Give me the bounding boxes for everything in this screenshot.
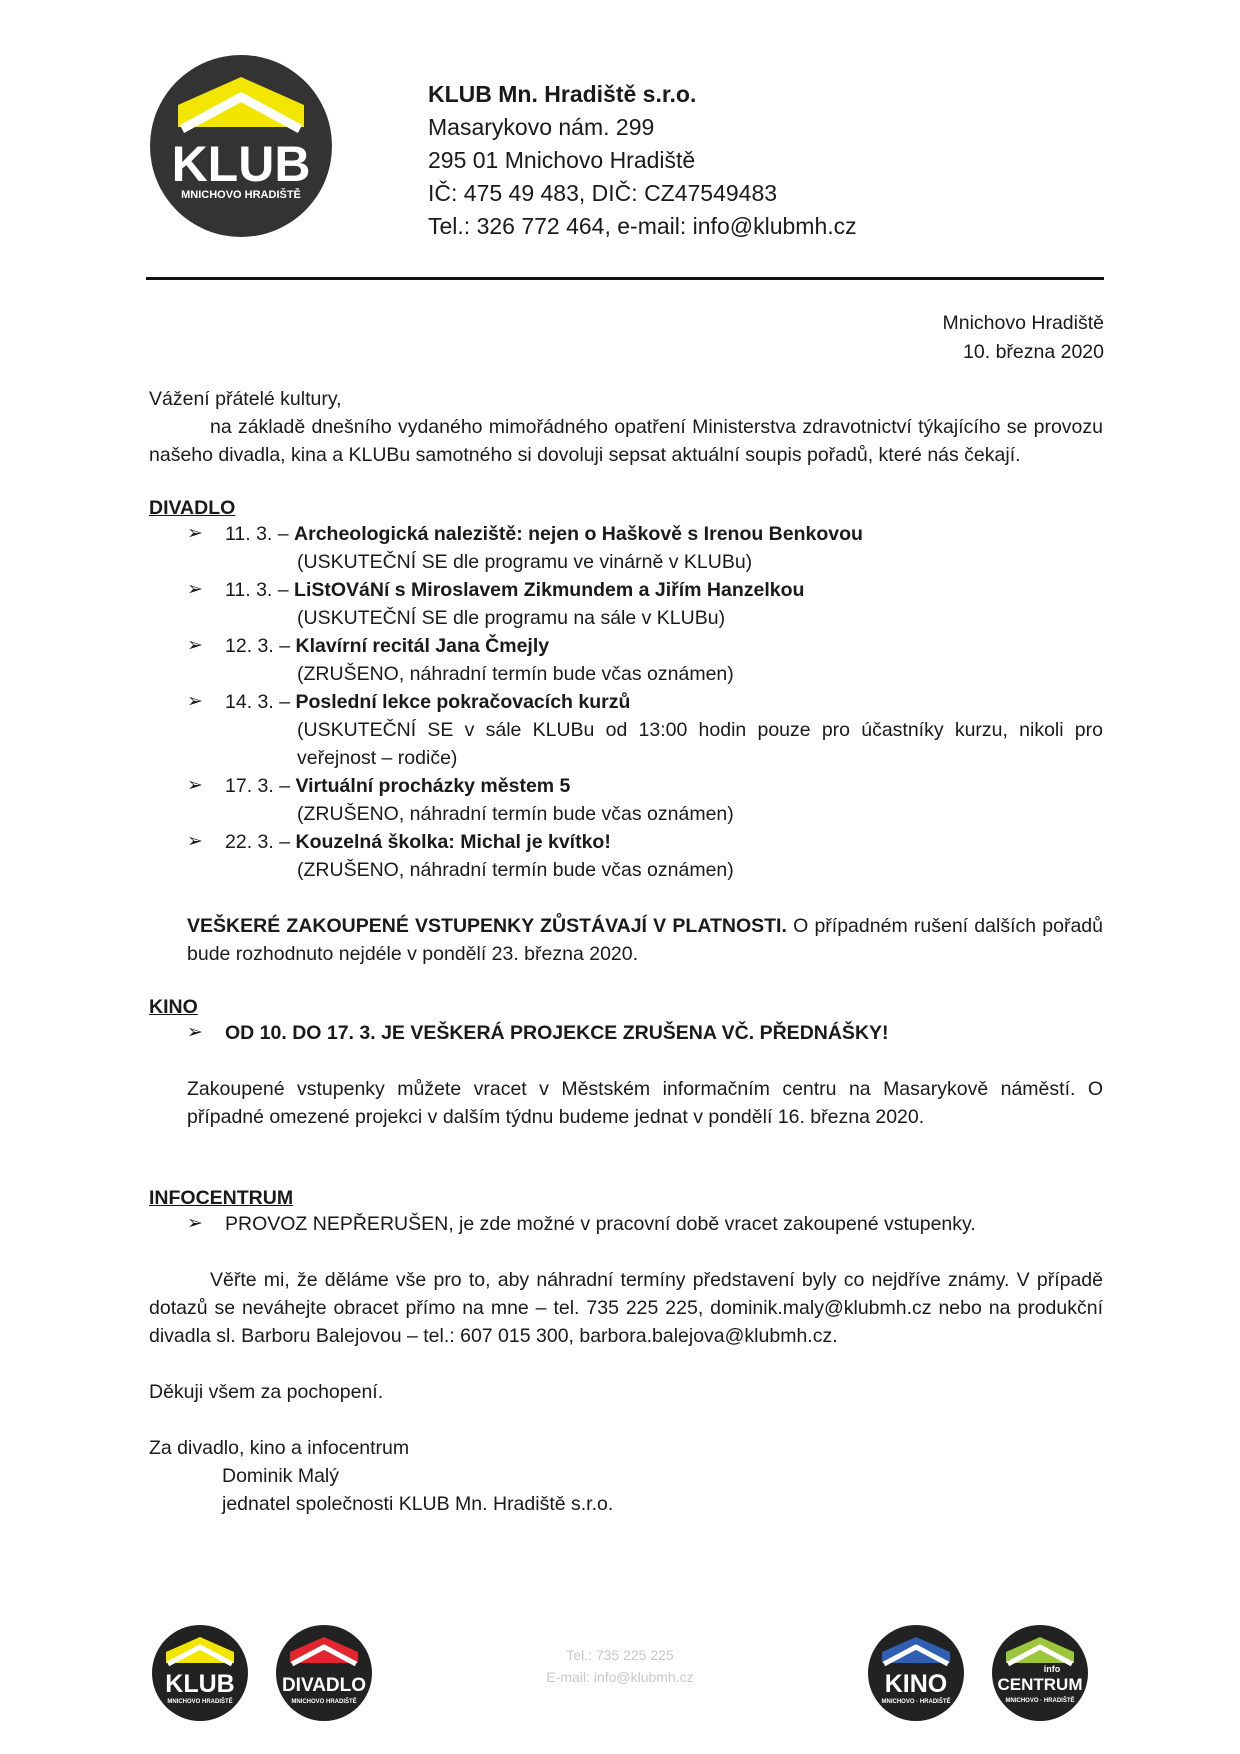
arrow-bullet-icon: ➢: [187, 1213, 203, 1234]
letter-body: [149, 385, 1103, 1518]
arrow-bullet-icon: ➢: [187, 635, 203, 656]
list-item: [149, 520, 1103, 576]
event-title: Klavírní recitál Jana Čmejly: [295, 635, 550, 657]
divadlo-notice-bold: VEŠKERÉ ZAKOUPENÉ VSTUPENKY ZŮSTÁVAJÍ V PLATNOSTI.: [187, 915, 787, 937]
address-line-2: 295 01 Mnichovo Hradiště: [428, 147, 696, 173]
event-title: Kouzelná školka: Michal je kvítko!: [295, 831, 611, 853]
signature-role: jednatel společnosti KLUB Mn. Hradiště s.r.o.: [222, 1493, 614, 1515]
divadlo-event-list: [149, 520, 1103, 884]
kino-announcement: OD 10. DO 17. 3. JE VEŠKERÁ PROJEKCE ZRUŠENA VČ. PŘEDNÁŠKY!: [225, 1022, 889, 1044]
klub-logo-sub: MNICHOVO HRADIŠTĚ: [181, 189, 301, 201]
event-note: (USKUTEČNÍ SE dle programu na sále v KLUBu): [297, 607, 726, 629]
event-note: (ZRUŠENO, náhradní termín bude včas oznámen): [297, 859, 734, 881]
list-item: [149, 632, 1103, 688]
list-item: [149, 828, 1103, 884]
svg-text:MNICHOVO · HRADIŠTĚ: MNICHOVO · HRADIŠTĚ: [881, 1699, 951, 1705]
signature-block: [149, 1434, 1103, 1518]
event-title: Poslední lekce pokračovacích kurzů: [295, 691, 631, 713]
closing-paragraph: Věřte mi, že děláme vše pro to, aby náhradní termíny představení byly co nejdříve známy. V případě dotazů se neváhejte obracet přímo na mne – tel. 735 225 225, dominik.maly@klubmh.cz nebo na produkční divadla sl. Barboru Balejovou – tel.: 607 015 300, barbora.balejova@klubmh.cz.: [149, 1269, 1103, 1347]
signature-line: Za divadlo, kino a infocentrum: [149, 1437, 410, 1459]
svg-text:MNICHOVO HRADIŠTĚ: MNICHOVO HRADIŠTĚ: [167, 1699, 233, 1705]
divadlo-notice: [149, 912, 1103, 968]
place-date: [943, 309, 1104, 367]
event-date: 14. 3. –: [225, 691, 291, 713]
list-item: [149, 772, 1103, 828]
klub-logo-word: KLUB: [171, 136, 311, 192]
list-item: [149, 576, 1103, 632]
footer-kino-logo: [868, 1625, 964, 1721]
svg-text:KINO: KINO: [884, 1670, 948, 1698]
section-heading-infocentrum: INFOCENTRUM: [149, 1187, 294, 1209]
event-title: Virtuální procházky městem 5: [295, 775, 571, 797]
divadlo-notice-rest: O případném rušení dalších pořadů bude rozhodnuto nejdéle v pondělí 23. března 2020.: [187, 915, 1104, 965]
infocentrum-announcement: PROVOZ NEPŘERUŠEN, je zde možné v pracovní době vracet zakoupené vstupenky.: [225, 1213, 976, 1235]
letter-date: 10. března 2020: [963, 341, 1104, 363]
klub-logo: [150, 55, 332, 237]
svg-text:CENTRUM: CENTRUM: [997, 1675, 1083, 1694]
event-note: (ZRUŠENO, náhradní termín bude včas oznámen): [297, 663, 734, 685]
svg-text:MNICHOVO HRADIŠTĚ: MNICHOVO HRADIŠTĚ: [291, 1699, 357, 1705]
footer-infocentrum-logo: [992, 1625, 1088, 1721]
section-heading-divadlo: DIVADLO: [149, 497, 236, 519]
event-date: 17. 3. –: [225, 775, 291, 797]
event-title: Archeologická naleziště: nejen o Haškově s Irenou Benkovou: [294, 523, 863, 545]
company-name: KLUB Mn. Hradiště s.r.o.: [428, 81, 697, 107]
company-ids: IČ: 475 49 483, DIČ: CZ47549483: [428, 180, 778, 206]
event-date: 12. 3. –: [225, 635, 291, 657]
arrow-bullet-icon: ➢: [187, 775, 203, 796]
event-date: 22. 3. –: [225, 831, 291, 853]
event-date: 11. 3. –: [225, 579, 289, 601]
list-item: [149, 1210, 1103, 1238]
svg-text:info: info: [1043, 1664, 1061, 1674]
salutation: Vážení přátelé kultury,: [149, 388, 342, 410]
arrow-bullet-icon: ➢: [187, 523, 203, 544]
svg-text:KLUB: KLUB: [165, 1670, 235, 1698]
letter-place: Mnichovo Hradiště: [942, 312, 1104, 334]
arrow-bullet-icon: ➢: [187, 691, 203, 712]
event-note: (USKUTEČNÍ SE dle programu ve vinárně v KLUBu): [297, 551, 753, 573]
svg-text:MNICHOVO · HRADIŠTĚ: MNICHOVO · HRADIŠTĚ: [1005, 1698, 1075, 1704]
event-note: (ZRUŠENO, náhradní termín bude včas oznámen): [297, 803, 734, 825]
kino-paragraph: Zakoupené vstupenky můžete vracet v Městském informačním centru na Masarykově náměstí. O případné omezené projekci v dalším týdnu budeme jednat v pondělí 16. března 2020.: [187, 1078, 1103, 1128]
company-contact: Tel.: 326 772 464, e-mail: info@klubmh.cz: [428, 213, 857, 239]
event-date: 11. 3. –: [225, 523, 289, 545]
list-item: [149, 688, 1103, 772]
footer-email: E-mail: info@klubmh.cz: [546, 1669, 694, 1685]
list-item: [149, 1019, 1103, 1047]
arrow-bullet-icon: ➢: [187, 579, 203, 600]
signature-name: Dominik Malý: [222, 1465, 340, 1487]
event-note: (USKUTEČNÍ SE v sále KLUBu od 13:00 hodin pouze pro účastníky kurzu, nikoli pro veřejnost – rodiče): [297, 719, 1103, 769]
kino-list: [149, 1019, 1103, 1047]
section-heading-kino: KINO: [149, 996, 198, 1018]
intro-paragraph: na základě dnešního vydaného mimořádného opatření Ministerstva zdravotnictví týkajícího se provozu našeho divadla, kina a KLUBu samotného si dovoluji sepsat aktuální soupis pořadů, které nás čekají.: [149, 416, 1103, 466]
address-line-1: Masarykovo nám. 299: [428, 114, 655, 140]
infocentrum-list: [149, 1210, 1103, 1238]
arrow-bullet-icon: ➢: [187, 831, 203, 852]
event-title: LiStOVáNí s Miroslavem Zikmundem a Jiřím Hanzelkou: [294, 579, 805, 601]
svg-text:DIVADLO: DIVADLO: [281, 1675, 367, 1696]
arrow-bullet-icon: ➢: [187, 1022, 203, 1043]
footer-tel: Tel.: 735 225 225: [566, 1647, 674, 1663]
thanks-line: Děkuji všem za pochopení.: [149, 1381, 384, 1403]
header-divider: [146, 277, 1104, 280]
sender-block: [428, 78, 857, 243]
